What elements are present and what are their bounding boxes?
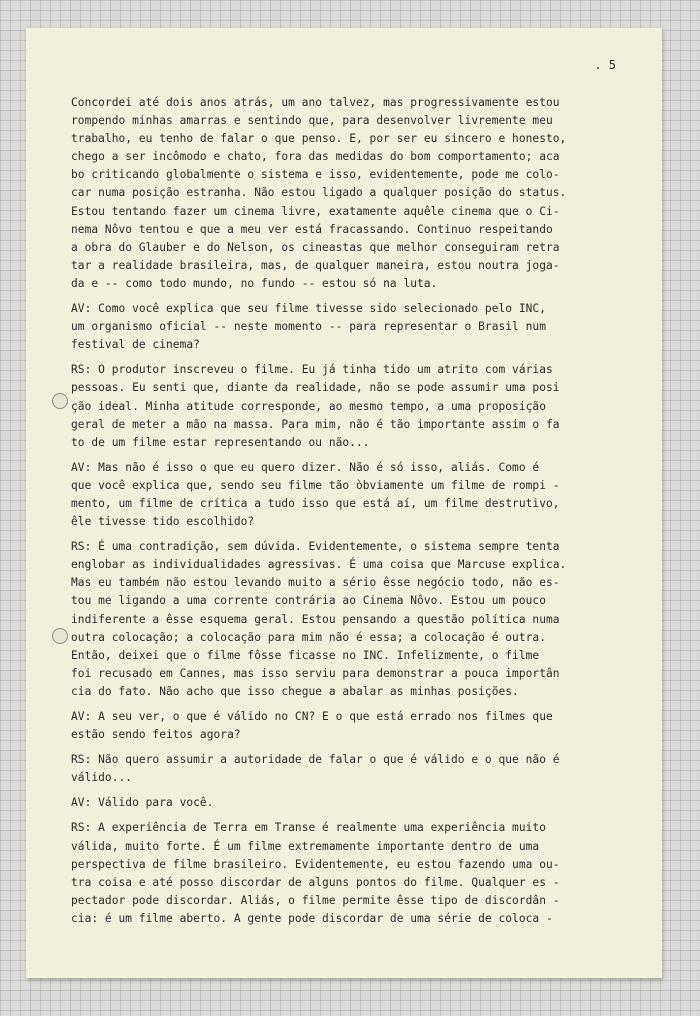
paragraph xyxy=(71,751,621,787)
text-line: RS: É uma contradição, sem dúvida. Evidentemente, o sistema sempre tenta xyxy=(71,540,560,554)
text-line: tar a realidade brasileira, mas, de qualquer maneira, estou noutra joga- xyxy=(71,258,560,272)
punch-hole xyxy=(52,393,68,409)
text-line: AV: A seu ver, o que é válido no CN? E o que está errado nos filmes que xyxy=(71,710,553,723)
text-line: foi recusado em Cannes, mas isso serviu para demonstrar a pouca importân xyxy=(71,666,560,680)
text-line: englobar as individualidades agressivas. É uma coisa que Marcuse explica. xyxy=(71,558,567,572)
page-number: . 5 xyxy=(594,58,616,72)
paragraph xyxy=(71,361,621,451)
paragraph xyxy=(71,819,621,928)
paragraph xyxy=(71,300,621,354)
text-line: um organismo oficial -- neste momento -- para representar o Brasil num xyxy=(71,320,546,334)
text-line: pectador pode discordar. Aliás, o filme permite êsse tipo de discordân - xyxy=(71,893,560,907)
text-line: cia: é um filme aberto. A gente pode discordar de uma série de coloca - xyxy=(71,911,553,925)
typewritten-page xyxy=(26,28,662,978)
text-line: to de um filme estar representando ou não... xyxy=(71,435,370,449)
text-line: cia do fato. Não acho que isso chegue a abalar as minhas posições. xyxy=(71,684,519,698)
text-line: tra coisa e até posso discordar de alguns pontos do filme. Qualquer es - xyxy=(71,875,560,889)
text-line: RS: A experiência de Terra em Transe é realmente uma experiência muito xyxy=(71,821,546,835)
text-line: pessoas. Eu senti que, diante da realidade, não se pode assumir uma posi xyxy=(71,381,560,395)
text-line: festival de cinema? xyxy=(71,338,200,352)
text-line: mento, um filme de crítica a tudo isso que está aí, um filme destrutivo, xyxy=(71,496,560,510)
paragraph xyxy=(71,794,621,812)
text-line: RS: Não quero assumir a autoridade de falar o que é válido e o que não é xyxy=(71,753,560,767)
text-line: RS: O produtor inscreveu o filme. Eu já tinha tido um atrito com várias xyxy=(71,363,553,377)
text-line: car numa posição estranha. Não estou ligado a qualquer posição do status. xyxy=(71,186,567,200)
text-line: AV: Como você explica que seu filme tivesse sido selecionado pelo INC, xyxy=(71,302,546,316)
text-line: estão sendo feitos agora? xyxy=(71,728,241,742)
text-line: tou me ligando a uma corrente contrária ao Cinema Nôvo. Estou um pouco xyxy=(71,594,546,608)
text-line: Concordei até dois anos atrás, um ano talvez, mas progressivamente estou xyxy=(71,96,560,109)
text-line: que você explica que, sendo seu filme tão òbviamente um filme de rompi - xyxy=(71,478,560,492)
text-line: êle tivesse tido escolhido? xyxy=(71,515,255,529)
text-line: rompendo minhas amarras e sentindo que, para desenvolver livremente meu xyxy=(71,114,553,128)
paragraph xyxy=(71,459,621,531)
text-line: ção ideal. Minha atitude corresponde, ao mesmo tempo, a uma proposição xyxy=(71,399,546,413)
text-line: outra colocação; a colocação para mim não é essa; a colocação é outra. xyxy=(71,630,546,644)
text-line: da e -- como todo mundo, no fundo -- estou só na luta. xyxy=(71,276,438,290)
text-line: Então, deixei que o filme fôsse ficasse no INC. Infelizmente, o filme xyxy=(71,648,540,662)
paragraph xyxy=(71,708,621,744)
page-body xyxy=(71,94,621,935)
text-line: AV: Válido para você. xyxy=(71,796,214,810)
text-line: Mas eu também não estou levando muito a sério êsse negócio todo, não es- xyxy=(71,576,560,590)
text-line: indiferente a êsse esquema geral. Estou pensando a questão política numa xyxy=(71,612,560,626)
text-line: perspectiva de filme brasileiro. Evidentemente, eu estou fazendo uma ou- xyxy=(71,857,560,871)
text-line: AV: Mas não é isso o que eu quero dizer. Não é só isso, aliás. Como é xyxy=(71,460,540,474)
text-line: válida, muito forte. É um filme extremamente importante dentro de uma xyxy=(71,839,540,853)
paragraph xyxy=(71,538,621,701)
text-line: chego a ser incômodo e chato, fora das medidas do bom comportamento; aca xyxy=(71,150,560,164)
text-line: Estou tentando fazer um cinema livre, exatamente aquêle cinema que o Ci- xyxy=(71,204,560,218)
text-line: a obra do Glauber e do Nelson, os cineastas que melhor conseguiram retra xyxy=(71,240,560,254)
punch-hole xyxy=(52,628,68,644)
text-line: bo criticando globalmente o sistema e isso, evidentemente, pode me colo- xyxy=(71,168,560,182)
text-line: válido... xyxy=(71,771,133,785)
paragraph xyxy=(71,94,621,293)
text-line: trabalho, eu tenho de falar o que penso. E, por ser eu sincero e honesto, xyxy=(71,132,567,146)
text-line: geral de meter a mão na massa. Para mim, não é tão importante assim o fa xyxy=(71,417,560,431)
text-line: nema Nôvo tentou e que a meu ver está fracassando. Continuo respeitando xyxy=(71,222,553,236)
